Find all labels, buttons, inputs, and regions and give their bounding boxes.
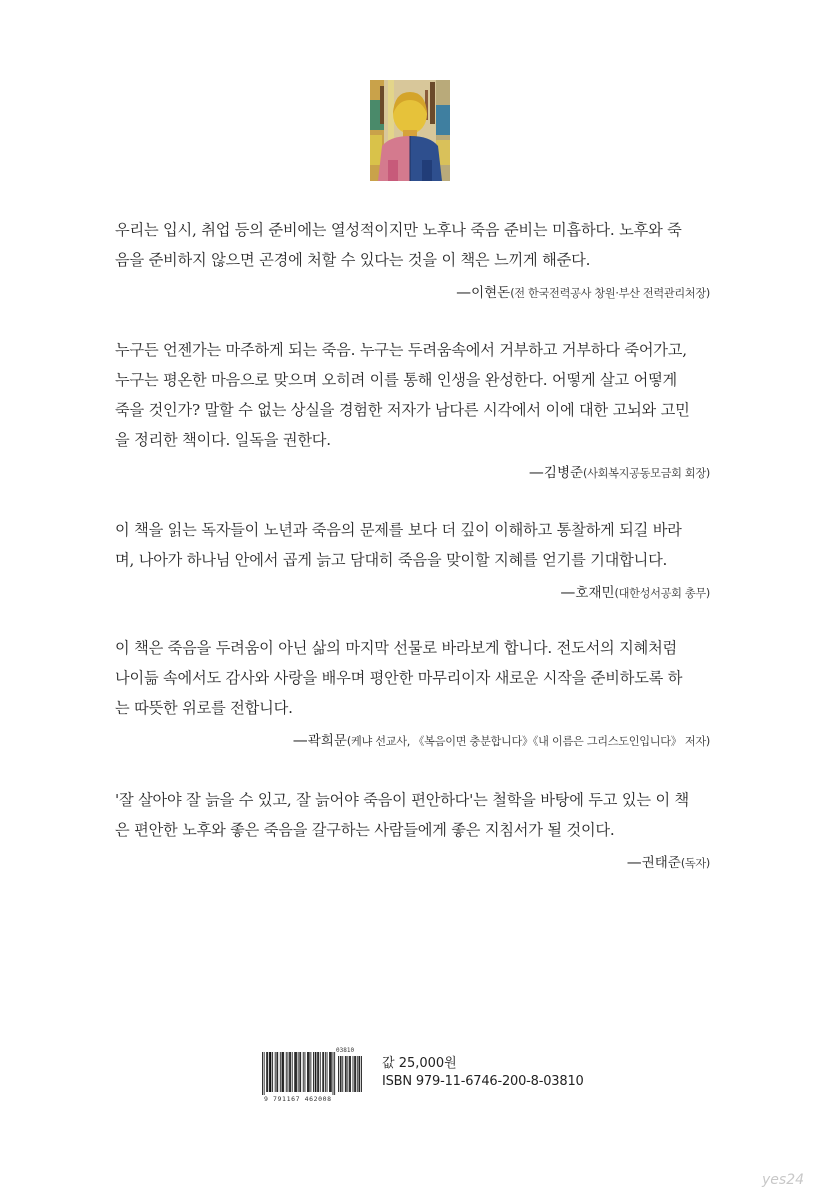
barcode-bar [276,1052,277,1092]
attribution-role: (전 한국전력공사 창원·부산 전력관리처장) [510,287,710,300]
isbn: ISBN 979-11-6746-200-8-03810 [382,1074,584,1089]
barcode-bar [333,1052,334,1095]
quote-attribution [115,851,710,871]
barcode-bar [280,1052,281,1092]
barcode-bar [299,1052,300,1092]
barcode-bar [288,1052,289,1092]
barcode-bar [286,1052,287,1092]
barcode-bar [272,1052,273,1092]
attribution-name: 곽희문 [307,733,347,749]
barcode-bar [315,1052,316,1092]
quote-block [115,215,710,301]
quote-block [115,633,710,749]
barcode-addon-bar [355,1056,356,1092]
barcode-bar [282,1052,283,1092]
quote-attribution [115,581,710,601]
quote-line: 은 편안한 노후와 좋은 죽음을 갈구하는 사람들에게 좋은 지침서가 될 것이다. [115,821,615,839]
barcode-bar [310,1052,311,1092]
quote-line: '잘 살아야 잘 늙을 수 있고, 잘 늙어야 죽음이 편안하다'는 철학을 바탕에 두고 있는 이 책 [115,791,690,809]
barcode-bar [294,1052,295,1092]
quote-attribution [115,461,710,481]
barcode-bar [262,1052,263,1095]
barcode-addon-bar [354,1056,355,1092]
attribution-dash: — [456,283,472,301]
attribution-role: (사회복지공동모금회 회장) [583,467,710,480]
barcode-bar [266,1052,267,1092]
barcode-bar [275,1052,276,1092]
watermark-logo: yes24 [762,1172,805,1188]
barcode-bar [330,1052,331,1092]
barcode-bar [295,1052,296,1092]
quote-line: 음을 준비하지 않으면 곤경에 처할 수 있다는 것을 이 책은 느끼게 해준다. [115,251,591,269]
attribution-name: 김병준 [543,465,584,481]
barcode-addon-bar [353,1056,354,1092]
barcode-bar [327,1052,328,1092]
barcode-bar [269,1052,270,1092]
barcode-bar [313,1052,314,1092]
barcode-bar [283,1052,284,1092]
attribution-role: (케냐 선교사, 《복음이면 충분합니다》《내 이름은 그리스도인입니다》 저자) [346,735,710,748]
barcode-bar [300,1052,301,1092]
attribution-name: 권태준 [641,855,681,871]
barcode-addon-bar [359,1056,360,1092]
quote-line: 누구는 평온한 마음으로 맞으며 오히려 이를 통해 인생을 완성한다. 어떻게 살고 어떻게 [115,371,678,389]
quote-line: 나이듦 속에서도 감사와 사랑을 배우며 평안한 마무리이자 새로운 시작을 준비하도록 하 [115,669,683,687]
attribution-dash: — [292,731,308,749]
quote-line: 이 책은 죽음을 두려움이 아닌 삶의 마지막 선물로 바라보게 합니다. 전도서의 지혜처럼 [115,639,678,657]
quote-text [115,633,710,723]
quote-line: 며, 나아가 하나님 안에서 곱게 늙고 담대히 죽음을 맞이할 지혜를 얻기를 기대합니다. [115,551,668,569]
attribution-name: 호재민 [575,585,615,601]
barcode-addon-bar [349,1056,350,1092]
barcode-addon-bar [341,1056,342,1092]
barcode-bar [298,1052,299,1092]
barcode-bar [316,1052,317,1092]
attribution-dash: — [626,853,642,871]
barcode-bar [267,1052,268,1092]
barcode-bar [264,1052,265,1095]
barcode-bar [334,1052,335,1095]
barcode-number: 9 791167 462008 [264,1095,332,1103]
barcode-bar [289,1052,290,1092]
barcode-bar [292,1052,293,1092]
barcode-bar [323,1052,324,1092]
barcode-addon-bar [361,1056,362,1092]
quote-attribution [115,281,710,301]
barcode-addon-bar [350,1056,351,1092]
barcode-bar [282,1052,283,1092]
barcode-addon-bar [342,1056,343,1092]
attribution-name: 이현돈 [471,285,511,301]
barcode-bar [317,1052,318,1092]
barcode-bar [307,1052,308,1092]
cover-illustration [370,80,450,181]
quote-block [115,335,710,481]
quote-line: 는 따뜻한 위로를 전합니다. [115,699,293,717]
quote-text [115,515,710,575]
price: 값 25,000원 [382,1056,457,1071]
barcode-addon-bar [347,1056,348,1092]
attribution-role: (대한성서공회 총무) [614,587,710,600]
quote-text [115,785,710,845]
quote-block [115,785,710,871]
barcode-bar [320,1052,321,1092]
barcode-bar [277,1052,278,1092]
barcode-bar [303,1052,304,1092]
barcode-bar [325,1052,326,1092]
quote-text [115,215,710,275]
barcode-addon-bar [359,1056,360,1092]
barcode-bar [305,1052,306,1092]
barcode-bar [322,1052,323,1092]
quote-line: 누구든 언젠가는 마주하게 되는 죽음. 누구는 두려움속에서 거부하고 거부하다 죽어가고, [115,341,687,359]
quote-line: 죽을 것인가? 말할 수 없는 상실을 경험한 저자가 남다른 시각에서 이에 대한 고뇌와 고민 [115,401,690,419]
barcode-bar [331,1052,332,1092]
barcode-addon-number: 03810 [336,1047,355,1054]
barcode-bar [271,1052,272,1092]
quote-attribution [115,729,710,749]
barcode-bar [309,1052,310,1092]
barcode-bar [290,1052,291,1092]
barcode-addon-bar [345,1056,346,1092]
attribution-role: (독자) [680,857,710,870]
quote-line: 을 정리한 책이다. 일독을 권한다. [115,431,331,449]
barcode-addon-bar [346,1056,347,1092]
quote-line: 우리는 입시, 취업 등의 준비에는 열성적이지만 노후나 죽음 준비는 미흡하다. 노후와 죽 [115,221,682,239]
quote-block [115,515,710,601]
attribution-dash: — [560,583,576,601]
barcode-bar [296,1052,297,1092]
quote-line: 이 책을 읽는 독자들이 노년과 죽음의 문제를 보다 더 깊이 이해하고 통찰하게 되길 바라 [115,521,682,539]
barcode-bar [308,1052,309,1092]
barcode-bar [270,1052,271,1092]
barcode-bar [329,1052,330,1092]
barcode-addon-bar [357,1056,358,1092]
barcode-bar [318,1052,319,1092]
barcode-addon-bar [338,1056,339,1092]
attribution-dash: — [528,463,544,481]
barcode-addon-bar [340,1056,341,1092]
quote-text [115,335,710,455]
